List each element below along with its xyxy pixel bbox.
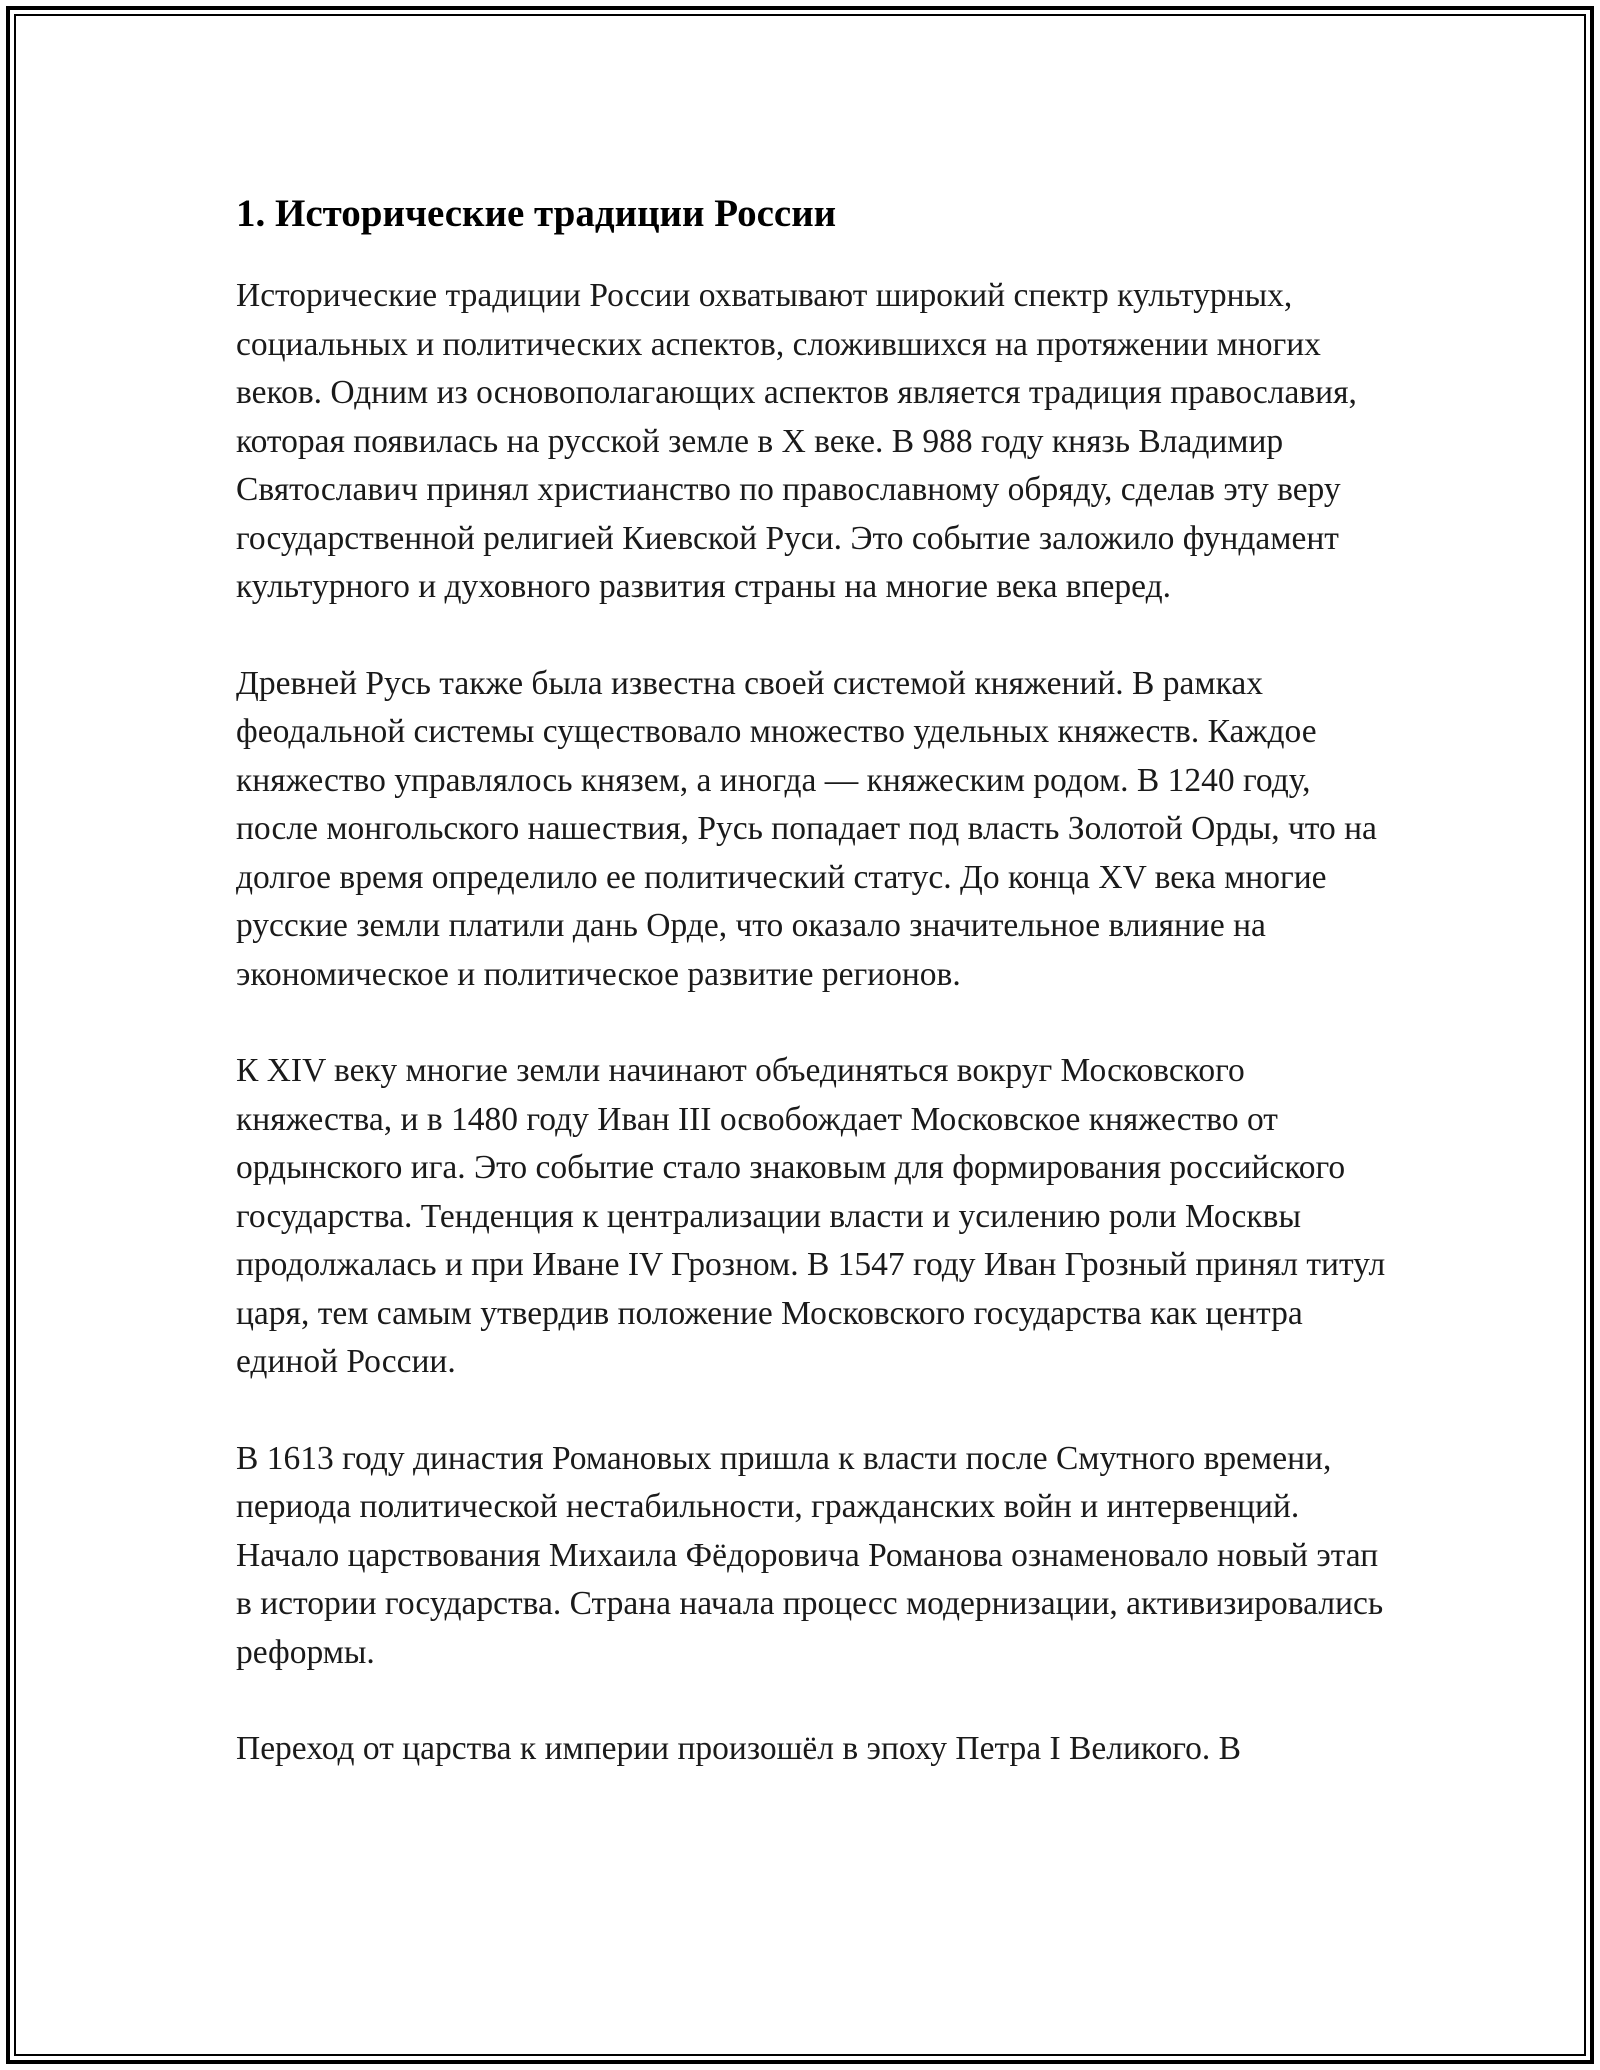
section-heading: 1. Исторические традиции России bbox=[236, 192, 837, 235]
paragraph-3: К XIV веку многие земли начинают объединяться вокруг Московского княжества, и в 1480 году Иван III освобождает Московское княжество от ордынского ига. Это событие стало знаковым для формирования российского государства. Тенденция к централизации власти и усилению роли Москвы продолжалась и при Иване IV Грозном. В 1547 году Иван Грозный принял титул царя, тем самым утвердив положение Московского государства как центра единой России. bbox=[236, 1052, 1386, 1380]
paragraph-1: Исторические традиции России охватывают широкий спектр культурных, социальных и политических аспектов, сложившихся на протяжении многих веков. Одним из основополагающих аспектов является традиция православия, которая появилась на русской земле в X веке. В 988 году князь Владимир Святославич принял христианство по православному обряду, сделав эту веру государственной религией Киевской Руси. Это событие заложило фундамент культурного и духовного развития страны на многие века вперед. bbox=[236, 277, 1357, 605]
paragraph-5: Переход от царства к империи произошёл в эпоху Петра I Великого. В bbox=[236, 1730, 1241, 1767]
paragraph-2: Древней Русь также была известна своей системой княжений. В рамках феодальной системы существовало множество удельных княжеств. Каждое княжество управлялось князем, а иногда — княжеским родом. В 1240 году, после монгольского нашествия, Русь попадает под власть Золотой Орды, что на долгое время определило ее политический статус. До конца XV века многие русские земли платили дань Орде, что оказало значительное влияние на экономическое и политическое развитие регионов. bbox=[236, 664, 1377, 993]
paragraph-4: В 1613 году династия Романовых пришла к власти после Смутного времени, периода политической нестабильности, гражданских войн и интервенций. Начало царствования Михаила Фёдоровича Романова ознаменовало новый этап в истории государства. Страна начала процесс модернизации, активизировались реформы. bbox=[236, 1439, 1384, 1671]
document-body bbox=[236, 186, 1386, 1774]
